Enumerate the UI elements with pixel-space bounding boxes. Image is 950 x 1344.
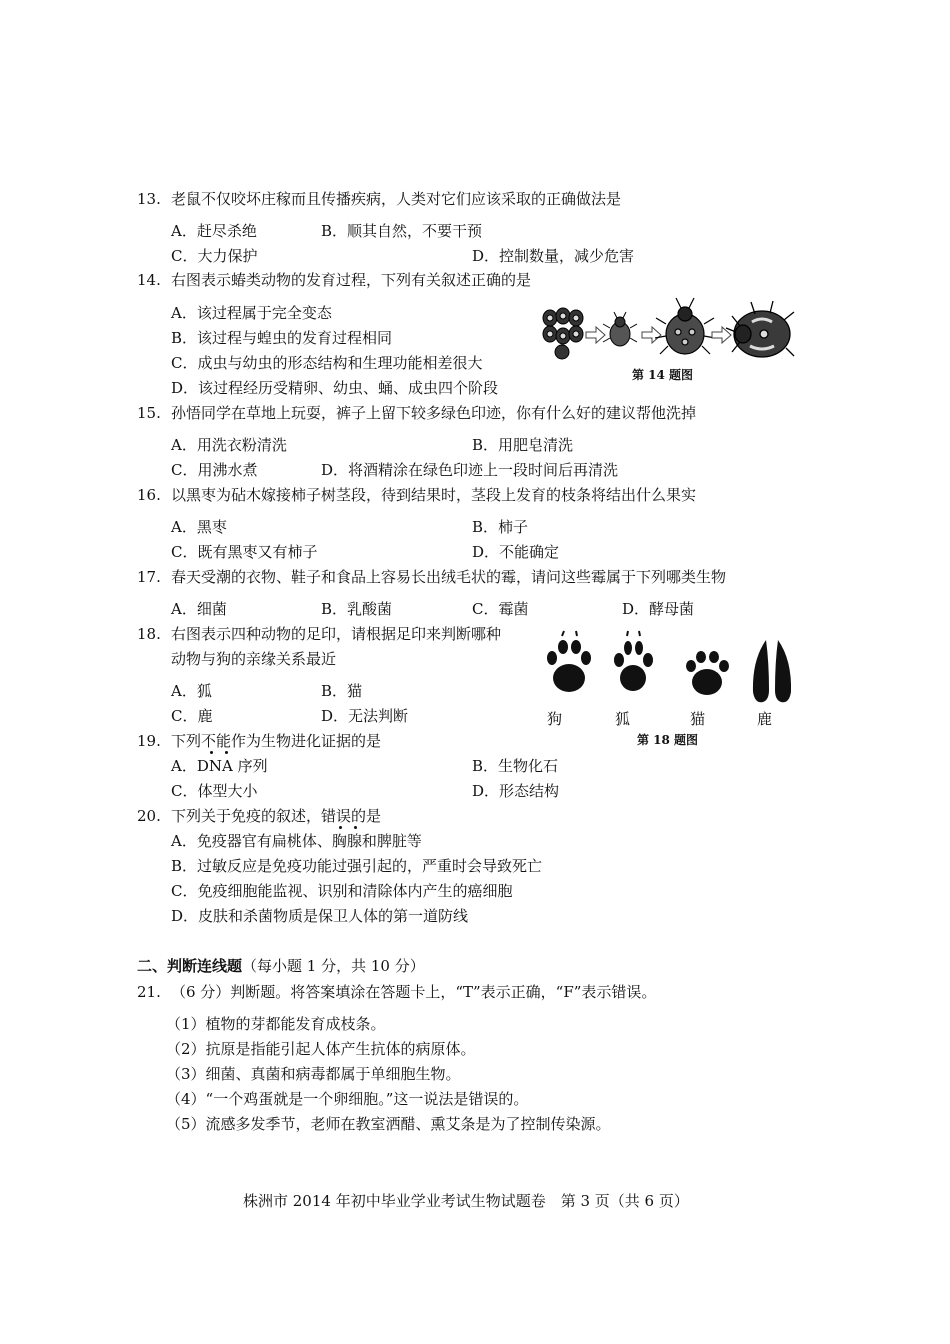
- dog-footprint-icon: [547, 631, 591, 692]
- question-21-stem: 21. （6 分）判断题。将答案填涂在答题卡上，“T”表示正确，“F”表示错误。: [137, 983, 657, 1001]
- question-13-stem: 13. 老鼠不仅咬坏庄稼而且传播疾病，人类对它们应该采取的正确做法是: [137, 190, 622, 208]
- q16-option-a: A．黑枣: [171, 518, 227, 536]
- q21-item-4: （4）“一个鸡蛋就是一个卵细胞。”这一说法是错误的。: [166, 1090, 529, 1108]
- q19-option-c: C．体型大小: [171, 782, 258, 800]
- q19-option-a: A．DNA 序列: [171, 757, 268, 775]
- q15-option-d: D．将酒精涂在绿色印迹上一段时间后再清洗: [321, 461, 619, 479]
- deer-footprint-icon: [753, 640, 791, 702]
- q13-option-a: A．赶尽杀绝: [171, 222, 257, 240]
- q15-option-a: A．用洗衣粉清洗: [171, 436, 287, 454]
- arrow-icon: [642, 327, 661, 343]
- q21-item-2: （2）抗原是指能引起人体产生抗体的病原体。: [166, 1040, 476, 1058]
- page-footer: 株洲市 2014 年初中毕业学业考试生物试题卷 第 3 页（共 6 页）: [243, 1192, 689, 1210]
- q20-option-b: B．过敏反应是免疫功能过强引起的，严重时会导致死亡: [171, 857, 543, 875]
- fox-footprint-icon: [614, 631, 653, 691]
- q13-option-b: B．顺其自然，不要干预: [321, 222, 483, 240]
- section-2-heading: 二、判断连线题（每小题 1 分，共 10 分）: [137, 957, 425, 975]
- q16-option-c: C．既有黑枣又有柿子: [171, 543, 318, 561]
- q19-option-d: D．形态结构: [472, 782, 560, 800]
- adult-bug-icon: [726, 301, 794, 357]
- footprints-figure: [540, 630, 810, 706]
- cat-label: 猫: [690, 710, 706, 728]
- q14-option-b: B．该过程与蝗虫的发育过程相同: [171, 329, 393, 347]
- q14-option-a: A．该过程属于完全变态: [171, 304, 332, 322]
- q18-option-c: C．鹿: [171, 707, 213, 725]
- q21-item-1: （1）植物的芽都能发育成枝条。: [166, 1015, 386, 1033]
- q18-option-d: D．无法判断: [321, 707, 409, 725]
- q13-option-d: D．控制数量，减少危害: [472, 247, 635, 265]
- nymph-large-icon: [655, 298, 715, 354]
- q21-item-3: （3）细菌、真菌和病毒都属于单细胞生物。: [166, 1065, 461, 1083]
- question-18-stem: 18. 右图表示四种动物的足印，请根据足印来判断哪种: [137, 625, 502, 643]
- arrow-icon: [586, 327, 605, 343]
- q17-option-d: D．酵母菌: [622, 600, 695, 618]
- q20-option-a: A．免疫器官有扁桃体、胸腺和脾脏等: [171, 832, 422, 850]
- fox-label: 狐: [615, 710, 631, 728]
- q13-option-c: C．大力保护: [171, 247, 258, 265]
- question-17-stem: 17. 春天受潮的衣物、鞋子和食品上容易长出绒毛状的霉，请问这些霉属于下列哪类生物: [137, 568, 727, 586]
- cat-footprint-icon: [686, 651, 729, 695]
- nymph-small-icon: [603, 312, 637, 346]
- emphasis-dot: [225, 751, 228, 754]
- q20-option-c: C．免疫细胞能监视、识别和清除体内产生的癌细胞: [171, 882, 513, 900]
- emphasis-dot: [339, 826, 342, 829]
- question-14-stem: 14. 右图表示蝽类动物的发育过程，下列有关叙述正确的是: [137, 271, 532, 289]
- q16-option-b: B．柿子: [472, 518, 529, 536]
- emphasis-dot: [210, 751, 213, 754]
- dog-label: 狗: [547, 710, 563, 728]
- figure-14-caption: 第 14 题图: [632, 368, 694, 382]
- deer-label: 鹿: [757, 710, 773, 728]
- q17-option-c: C．霉菌: [472, 600, 529, 618]
- q20-option-d: D．皮肤和杀菌物质是保卫人体的第一道防线: [171, 907, 469, 925]
- emphasis-dot: [354, 826, 357, 829]
- q14-option-c: C．成虫与幼虫的形态结构和生理功能相差很大: [171, 354, 483, 372]
- figure-18-caption: 第 18 题图: [637, 733, 699, 747]
- question-19-stem: 19. 下列不能作为生物进化证据的是: [137, 732, 382, 750]
- egg-cluster-icon: [543, 308, 583, 359]
- q18-option-b: B．猫: [321, 682, 363, 700]
- q15-option-c: C．用沸水煮: [171, 461, 258, 479]
- q19-option-b: B．生物化石: [472, 757, 559, 775]
- question-15-stem: 15. 孙悟同学在草地上玩耍，裤子上留下较多绿色印迹，你有什么好的建议帮他洗掉: [137, 404, 697, 422]
- q21-item-5: （5）流感多发季节，老师在教室洒醋、熏艾条是为了控制传染源。: [166, 1115, 611, 1133]
- question-20-stem: 20. 下列关于免疫的叙述，错误的是: [137, 807, 382, 825]
- insect-development-figure: [540, 292, 800, 364]
- q18-option-a: A．狐: [171, 682, 212, 700]
- question-16-stem: 16. 以黑枣为砧木嫁接柿子树茎段，待到结果时，茎段上发育的枝条将结出什么果实: [137, 486, 697, 504]
- q17-option-b: B．乳酸菌: [321, 600, 393, 618]
- q16-option-d: D．不能确定: [472, 543, 560, 561]
- question-18-stem-line2: 动物与狗的亲缘关系最近: [171, 650, 337, 668]
- q15-option-b: B．用肥皂清洗: [472, 436, 574, 454]
- q14-option-d: D．该过程经历受精卵、幼虫、蛹、成虫四个阶段: [171, 379, 499, 397]
- q17-option-a: A．细菌: [171, 600, 227, 618]
